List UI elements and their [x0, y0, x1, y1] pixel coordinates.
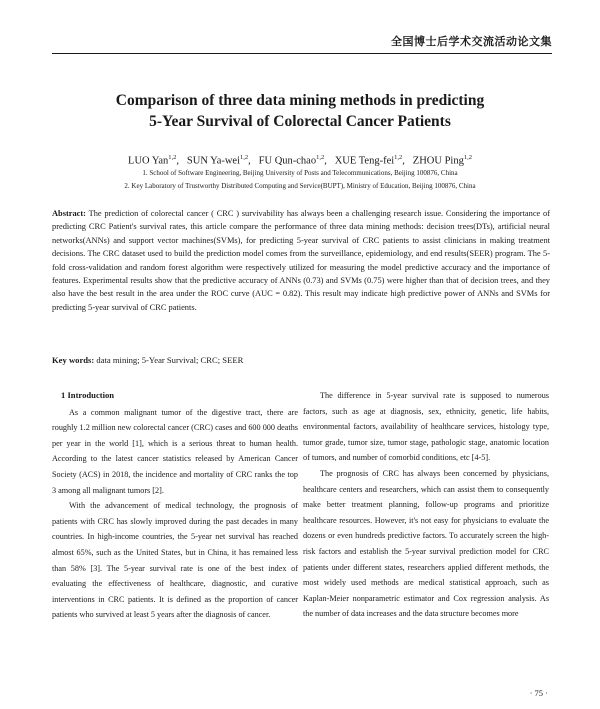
section-heading-introduction: 1 Introduction: [61, 390, 115, 400]
author-affiliation-mark: 1,2: [316, 154, 325, 161]
title-line-2: 5-Year Survival of Colorectal Cancer Patients: [149, 113, 451, 130]
author-affiliation-mark: 1,2: [168, 154, 177, 161]
abstract: [52, 207, 550, 314]
body-paragraph: The difference in 5-year survival rate is supposed to numerous factors, such as age at diagnosis, sex, ethnicity, genetic, life habits, environmental factors, availability of healthcare services, histology type, tumor grade, tumor size, tumor stage, pathologic stage, anatomic location of tumors, and number of comorbid conditions, etc [4-5].: [303, 391, 549, 463]
author-affiliation-mark: 1,2: [394, 154, 403, 161]
author-name: SUN Ya-wei: [186, 155, 241, 167]
body-paragraph: As a common malignant tumor of the digestive tract, there are roughly 1.2 million new colorectal cancer (CRC) cases and 600 000 deaths per year in the world [1], which is a serious threat to human health. According to the latest cancer statistics released by American Cancer Society (ACS) in 2018, the incidence and mortality of CRC ranks the top 3 among all malignant tumors [2].: [52, 407, 298, 495]
affiliation-1: 1. School of Software Engineering, Beijing University of Posts and Telecommunications, Beijing 100876, China: [142, 169, 458, 177]
right-column: [303, 388, 549, 622]
keywords-text: data mining; 5-Year Survival; CRC; SEER: [96, 355, 244, 365]
author-name: LUO Yan: [128, 155, 169, 167]
author-name: FU Qun-chao: [258, 155, 317, 167]
abstract-text: The prediction of colorectal cancer ( CRC ) survivability has always been a challenging research issue. Considering the importance of predicting CRC Patient's survival rates, this article compare the performance of three data mining methods: decision trees(DTs), artificial neural networks(ANNs) and support vector machines(SVMs), for predicting 5-year survival of CRC patients to assist clinicians in making treatment decisions. The CRC dataset used to build the prediction model comes from the surveillance, epidemiology, and end results(SEER) program. The 5-fold cross-validation and random forest algorithm were respectively utilized for measuring the model predictive accuracy and the importance of features. Experimental results show that the predictive accuracy of ANNs (0.73) and SVMs (0.75) were higher than that of decision trees, and they also have the best result in the area under the ROC curve (AUC = 0.82). This result may indicate high predictive power of ANNs and SVMs for predicting 5-year survival of CRC patients.: [52, 209, 550, 312]
author-name: XUE Teng-fei: [334, 155, 395, 167]
author-name: ZHOU Ping: [412, 155, 464, 167]
title-line-1: Comparison of three data mining methods in predicting: [115, 92, 485, 109]
page-number: · 75 ·: [529, 688, 548, 698]
author-affiliation-mark: 1,2: [463, 154, 472, 161]
author-list: LUO Yan$^{1,2}$, SUN Ya-wei$^{1,2}$, FU Qun-chao$^{1,2}$, XUE Teng-fei$^{1,2}$, ZHOU Ping$^{1,2}$: [128, 154, 472, 167]
keywords: [52, 354, 550, 366]
affiliation-2: 2. Key Laboratory of Trustworthy Distributed Computing and Service(BUPT), Ministry of Education, Beijing 100876, China: [124, 182, 476, 190]
abstract-label: Abstract:: [52, 209, 86, 218]
author-affiliation-mark: 1,2: [240, 154, 249, 161]
running-header: 全国博士后学术交流活动论文集: [391, 35, 552, 48]
paper-title: [60, 90, 540, 132]
left-column: [52, 388, 298, 623]
body-paragraph: With the advancement of medical technology, the prognosis of patients with CRC has slowly improved during the past decades in many countries. In high-income countries, the 5-year net survival has reached almost 65%, such as the United States, but in China, it has remained less than 58% [3]. The 5-year survival rate is one of the best index of evaluating the effectiveness of healthcare, diagnostic, and curative interventions in CRC patients. It is defined as the proportion of cancer patients who survived at least 5 years after the diagnosis of cancer.: [52, 501, 298, 620]
body-paragraph: The prognosis of CRC has always been concerned by physicians, healthcare centers and researchers, which can assist them to consequently make better treatment planning, follow-up programs and prioritize healthcare resources. However, it's not easy for physicians to evaluate the dozens or even hundreds predictive factors. To accurately screen the high-risk factors and establish the 5-year survival prediction model for CRC patients under different states, researchers applied different methods, the most widely used methods are medical statistical approach, such as Kaplan-Meier nonparametric estimator and Cox regression analysis. As the number of data increases and the data structure becomes more: [303, 468, 549, 619]
header-rule: [52, 53, 552, 54]
keywords-label: Key words:: [52, 355, 95, 365]
